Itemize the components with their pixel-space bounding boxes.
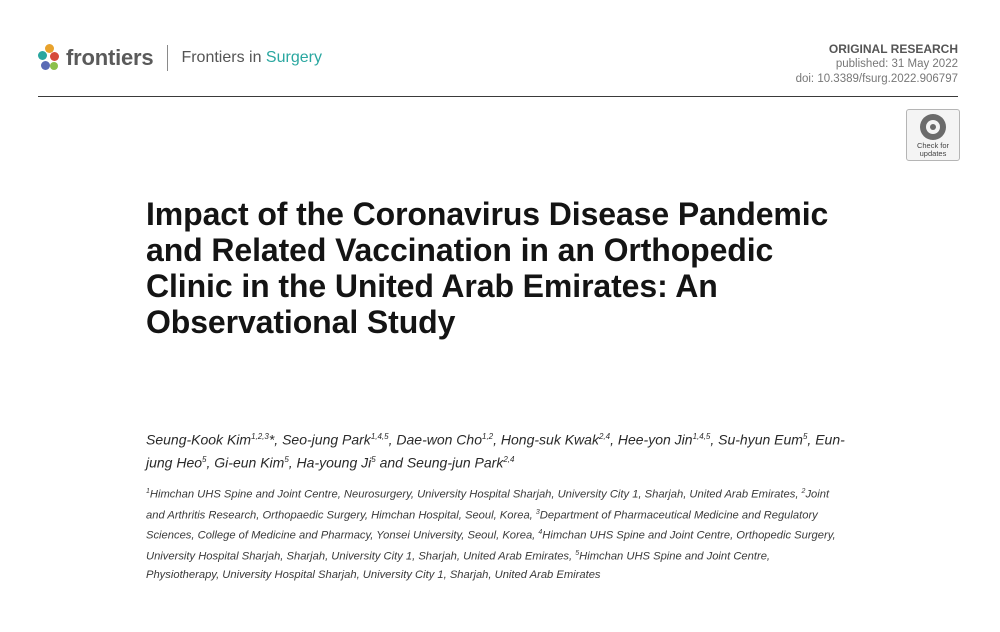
journal-brand[interactable] xyxy=(38,44,322,72)
author-name[interactable]: Seung-Kook Kim xyxy=(146,431,252,448)
journal-accent: Surgery xyxy=(265,49,322,66)
page-header xyxy=(38,36,958,97)
affiliation-text: Himchan UHS Spine and Joint Centre, Physiotherapy, University Hospital Sharjah, University City 1, Sharjah, United Arab Emirates xyxy=(146,550,771,581)
affiliation-number: 1 xyxy=(146,488,150,495)
affiliation-text: Department of Pharmaceutical Medicine and Regulatory Sciences, College of Medicine and Pharmacy, Yonsei University, Seoul, Korea, xyxy=(146,509,818,543)
author-affiliation-number: 5 xyxy=(802,432,808,441)
affiliation-list xyxy=(146,483,846,584)
author-name[interactable]: Su-hyun Eum xyxy=(718,431,803,448)
author-affiliation-number: 1,2 xyxy=(482,432,494,441)
author-separator: , xyxy=(493,431,501,448)
author-name[interactable]: Eun-jung Heo xyxy=(146,431,845,471)
author-separator: , xyxy=(807,431,816,448)
brand-name: frontiers xyxy=(66,45,154,70)
author-name[interactable]: Hong-suk Kwak xyxy=(500,431,599,448)
journal-name xyxy=(181,49,322,67)
author-affiliation-number: 2,4 xyxy=(503,454,515,464)
author-affiliation-number: 2,4 xyxy=(598,432,611,441)
doi[interactable]: doi: 10.3389/fsurg.2022.906797 xyxy=(795,73,958,85)
author-list xyxy=(146,427,866,472)
author-name[interactable]: Gi-eun Kim xyxy=(214,454,285,471)
author-affiliation-number: 1,2,3 xyxy=(251,432,269,441)
author-name[interactable]: Seung-jun Park xyxy=(406,454,504,471)
author-separator: , xyxy=(206,454,215,471)
author-separator: , xyxy=(610,431,618,448)
author-affiliation-number: 5 xyxy=(371,454,376,464)
affiliation-number: 2 xyxy=(801,488,806,495)
author-separator: and xyxy=(375,454,407,471)
check-for-updates-icon xyxy=(920,114,946,140)
author-affiliation-number: 1,4,5 xyxy=(370,432,389,441)
author-name[interactable]: Seo-jung Park xyxy=(282,431,371,448)
frontiers-logo-icon xyxy=(38,44,60,72)
author-name[interactable]: Hee-yon Jin xyxy=(617,431,693,448)
author-affiliation-number: 1,4,5 xyxy=(692,432,711,441)
affiliation-text: Himchan UHS Spine and Joint Centre, Orthopedic Surgery, University Hospital Sharjah, Sharjah, University City 1, Sharjah, United Arab Emirates, xyxy=(146,530,836,563)
check-for-updates-button[interactable] xyxy=(906,109,960,161)
author-affiliation-number: 5 xyxy=(284,454,289,464)
article-meta xyxy=(796,42,958,87)
author-separator: , xyxy=(288,454,297,471)
affiliation-number: 3 xyxy=(535,508,540,516)
author-affiliation-number: 5 xyxy=(202,454,207,464)
affiliation-number: 5 xyxy=(575,550,580,558)
check-for-updates-label: Check for updates xyxy=(916,141,950,158)
author-name[interactable]: Dae-won Cho xyxy=(396,431,482,448)
affiliation-number: 4 xyxy=(538,529,543,537)
author-separator: , xyxy=(710,431,719,448)
article-title: Impact of the Coronavirus Disease Pandemic and Related Vaccination in an Orthopedic Clinic in the United Arab Emirates: An Observational Study xyxy=(146,196,829,340)
author-name[interactable]: Ha-young Ji xyxy=(296,454,372,471)
journal-prefix: Frontiers in xyxy=(181,49,262,66)
brand-divider xyxy=(167,45,168,71)
author-separator: , xyxy=(388,431,397,448)
author-separator: *, xyxy=(268,431,283,448)
article-type: ORIGINAL RESEARCH xyxy=(828,42,958,56)
affiliation-text: Himchan UHS Spine and Joint Centre, Neurosurgery, University Hospital Sharjah, University City 1, Sharjah, United Arab Emirates, xyxy=(149,488,802,501)
affiliation-text: Joint and Arthritis Research, Orthopaedic Surgery, Himchan Hospital, Seoul, Korea, xyxy=(146,488,830,522)
published-date: published: 31 May 2022 xyxy=(835,58,958,70)
